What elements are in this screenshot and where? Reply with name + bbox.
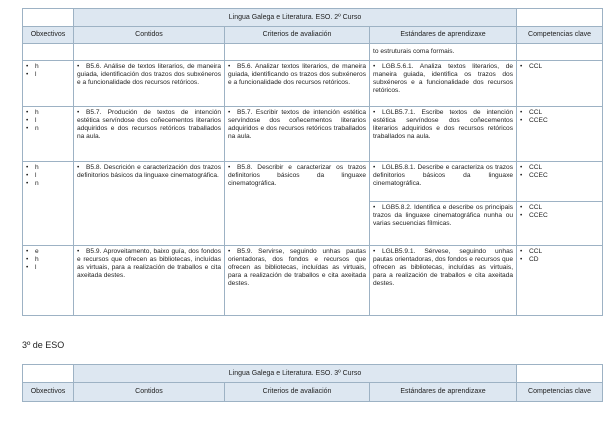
- empty-corner: [517, 365, 603, 383]
- empty-corner: [23, 365, 74, 383]
- curriculum-table-2nd-course: [22, 8, 603, 316]
- objective-item: • h: [26, 109, 70, 117]
- table-row: [23, 61, 603, 107]
- objective-item: • h: [26, 63, 70, 71]
- competence-item: • CCL: [520, 109, 599, 117]
- content-text: • B5.8. Descrición e caracterización dos trazos definitorios básicos da linguaxe cinematográfica.: [77, 164, 221, 180]
- criterion-text: • B5.9. Servirse, seguindo unhas pautas orientadoras, dos fondos e recursos que ofrecen as bibliotecas, incluídas as virtuais, para a realización de traballos e cita axeitada destes.: [228, 248, 366, 288]
- header-competences: Competencias clave: [517, 27, 603, 44]
- criterion-text: • B5.7. Escribir textos de intención estética servíndose dos coñecementos literarios adquiridos e dos recursos retóricos traballados na aula.: [228, 109, 366, 141]
- header-contents: Contidos: [74, 27, 225, 44]
- competence-item: • CCL: [520, 248, 599, 256]
- header-standards: Estándares de aprendizaxe: [370, 383, 517, 402]
- header-standards: Estándares de aprendizaxe: [370, 27, 517, 44]
- standard-text: • LGLB5.7.1. Escribe textos de intención estética servíndose dos coñecementos literarios adquiridos e dos recursos retóricos traballados na aula.: [373, 109, 513, 141]
- table-title: Lingua Galega e Literatura. ESO. 2º Curso: [74, 9, 517, 27]
- criterion-text: • B5.8. Describir e caracterizar os trazos definitorios básicos da linguaxe cinematográfica.: [228, 164, 366, 188]
- header-criteria: Criterios de avaliación: [225, 383, 370, 402]
- objective-item: • l: [26, 71, 70, 79]
- empty-corner: [517, 9, 603, 27]
- objective-item: • h: [26, 164, 70, 172]
- objectives-cell: [23, 107, 74, 162]
- criterion-text: • B5.6. Analizar textos literarios, de maneira guiada, identificando os trazos dos subxéneros e a funcionalidade dos recursos retóricos.: [228, 63, 366, 87]
- competence-item: • CD: [520, 256, 599, 264]
- table-row: [23, 44, 603, 61]
- objective-item: • l: [26, 172, 70, 180]
- objective-item: • l: [26, 264, 70, 272]
- content-text: • B5.7. Produción de textos de intención estética servíndose dos coñecementos literarios adquiridos e dos recursos retóricos traballados na aula.: [77, 109, 221, 141]
- header-objectives: Obxectivos: [23, 27, 74, 44]
- competence-item: • CCEC: [520, 172, 599, 180]
- header-objectives: Obxectivos: [23, 383, 74, 402]
- header-contents: Contidos: [74, 383, 225, 402]
- competence-item: • CCL: [520, 204, 599, 212]
- standard-text: • LGLB5.8.1. Describe e caracteriza os trazos definitorios básicos da linguaxe cinematográfica.: [373, 164, 513, 188]
- objective-item: • n: [26, 125, 70, 133]
- content-text: • B5.9. Aproveitamento, baixo guía, dos fondos e recursos que ofrecen as bibliotecas, incluídas as virtuais, para a realización de traballos e cita axeitada destes.: [77, 248, 221, 280]
- objectives-cell: [23, 162, 74, 246]
- standard-text: • LGLB5.9.1. Sérvese, seguindo unhas pautas orientadoras, dos fondos e recursos que ofrecen as bibliotecas, incluídas as virtuais, para a realización de traballos e cita axeitada destes.: [373, 248, 513, 288]
- competence-item: • CCEC: [520, 117, 599, 125]
- table-row: [23, 162, 603, 202]
- objectives-cell: [23, 61, 74, 107]
- curriculum-table-3rd-course: [22, 364, 603, 402]
- standard-text: • LGB.5.6.1. Analiza textos literarios, de maneira guiada, identifica os trazos dos subxéneros e a funcionalidade dos recursos retóricos.: [373, 63, 513, 95]
- competence-item: • CCL: [520, 63, 599, 71]
- standard-text: • LGB5.8.2. Identifica e describe os principais trazos da linguaxe cinematográfica nunha ou varias secuencias fílmicas.: [373, 204, 513, 228]
- section-heading: 3º de ESO: [22, 340, 65, 350]
- content-text: • B5.6. Análise de textos literarios, de maneira guiada, identificación dos trazos dos subxéneros e a funcionalidade dos recursos retóricos.: [77, 63, 221, 87]
- objective-item: • e: [26, 248, 70, 256]
- table-row: [23, 107, 603, 162]
- competence-item: • CCEC: [520, 212, 599, 220]
- objective-item: • h: [26, 256, 70, 264]
- header-competences: Competencias clave: [517, 383, 603, 402]
- continuation-text: to estruturais coma formais.: [370, 44, 517, 61]
- table-row: [23, 246, 603, 316]
- competence-item: • CCL: [520, 164, 599, 172]
- header-criteria: Criterios de avaliación: [225, 27, 370, 44]
- objectives-cell: [23, 246, 74, 316]
- empty-corner: [23, 9, 74, 27]
- table-title: Lingua Galega e Literatura. ESO. 3º Curso: [74, 365, 517, 383]
- objective-item: • l: [26, 117, 70, 125]
- objective-item: • n: [26, 180, 70, 188]
